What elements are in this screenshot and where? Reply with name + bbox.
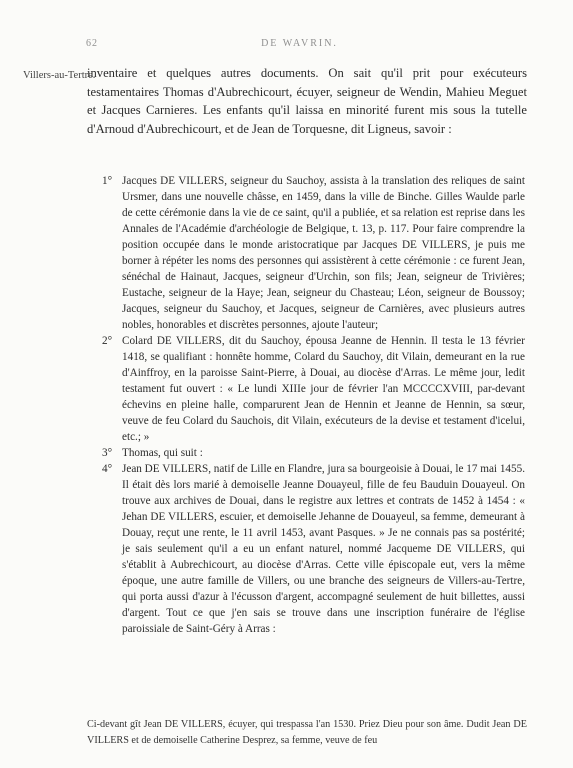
inscription-text: Ci-devant gît Jean DE VILLERS, écuyer, qui trespassa l'an 1530. Priez Dieu pour son âme. Dudit Jean DE VILLERS et de demoiselle Catherine Desprez, sa femme, veuve de feu xyxy=(87,719,527,746)
intro-paragraph: inventaire et quelques autres documents. On sait qu'il prit pour exécuteurs testamentaires Thomas d'Aubrechicourt, écuyer, seigneur de Wendin, Mahieu Meguet et Jacques Carnieres. Les enfants qu'il laissa en minorité furent mis sous la tutelle d'Arnoud d'Aubrechicourt, et de Jean de Torquesne, dit Ligneus, savoir : xyxy=(87,66,527,136)
item-number: 1° xyxy=(102,175,113,187)
page-number: 62 xyxy=(86,38,98,49)
item-number: 4° xyxy=(102,463,113,475)
list-item xyxy=(102,173,525,333)
item-text: Jean DE VILLERS, natif de Lille en Flandre, jura sa bourgeoisie à Douai, le 17 mai 1455. Il était dès lors marié à demoiselle Jeanne Douayeul, fille de feu Bauduin Douayeul. On trouve aux archives de Douai, dans le registre aux lettres et contrats de 1452 à 1454 : « Jehan DE VILLERS, escuier, et demoiselle Jehanne de Douayeul, sa femme, demeurant à Douay, reçut une rente, le 11 avril 1453, avant Pasques. » Je ne connais pas sa postérité; je sais seulement qu'il a eu un enfant naturel, nommé Jacqueme DE VILLERS, qui s'établit à Aubrechicourt, au diocèse d'Arras. Cette ville épiscopale eut, vers la même époque, une autre famille de Villers, ou une branche des seigneurs de Villers-au-Tertre, qui porta aussi d'azur à l'écusson d'argent, accompagné seulement de huit billettes, aussi d'argent. Tout ce que j'en sais se trouve dans une inscription funéraire de l'église paroissiale de Saint-Géry à Arras : xyxy=(122,463,525,635)
item-text: Jacques DE VILLERS, seigneur du Sauchoy, assista à la translation des reliques de saint Ursmer, dans une nouvelle châsse, en 1459, dans la ville de Binche. Gilles Waulde parle de cette cérémonie dans la vie de ce saint, qu'il a publiée, et sa relation est reprise dans les Annales de l'Académie d'archéologie de Belgique, t. 13, p. 117. Pour faire comprendre la position occupée dans le monde aristocratique par Jacques DE VILLERS, je puis me borner à répéter les noms des personnes qui assistèrent à cette cérémonie : ce furent Jean, sénéchal de Hainaut, Jacques, seigneur d'Urchin, son fils; Jean, seigneur de Trivières; Eustache, seigneur de la Haye; Jean, seigneur du Chasteau; Léon, seigneur de Boussoy; Jacques, seigneur du Sauchoy, et Jacques, seigneur de Carnières, avec plusieurs autres nobles, honorables et discrètes personnes, ajoute l'auteur; xyxy=(122,175,525,331)
running-title: DE WAVRIN. xyxy=(261,38,338,49)
item-number: 3° xyxy=(102,447,113,459)
children-list xyxy=(102,173,525,637)
list-item xyxy=(102,333,525,445)
item-number: 2° xyxy=(102,335,113,347)
list-item xyxy=(102,445,525,461)
list-item xyxy=(102,461,525,637)
margin-note: Villers-au-Tertre. xyxy=(23,70,96,81)
item-text: Colard DE VILLERS, dit du Sauchoy, épousa Jeanne de Hennin. Il testa le 13 février 1418, se qualifiant : honnête homme, Colard du Sauchoy, dit Vilain, demeurant en la rue d'Ainffroy, en la paroisse Saint-Pierre, à Douai, au diocèse d'Arras. Le même jour, ledit testament fut ouvert : « Le lundi XIIIe jour de février l'an MCCCCXVIII, par-devant échevins en pleine halle, comparurent Jean de Hennin et Jeanne de Hennin, sa sœur, veuve de feu Colard du Sauchois, dit Vilain, exécuteurs de la devise et testament d'icelui, etc.; » xyxy=(122,335,525,443)
item-text: Thomas, qui suit : xyxy=(122,447,203,459)
